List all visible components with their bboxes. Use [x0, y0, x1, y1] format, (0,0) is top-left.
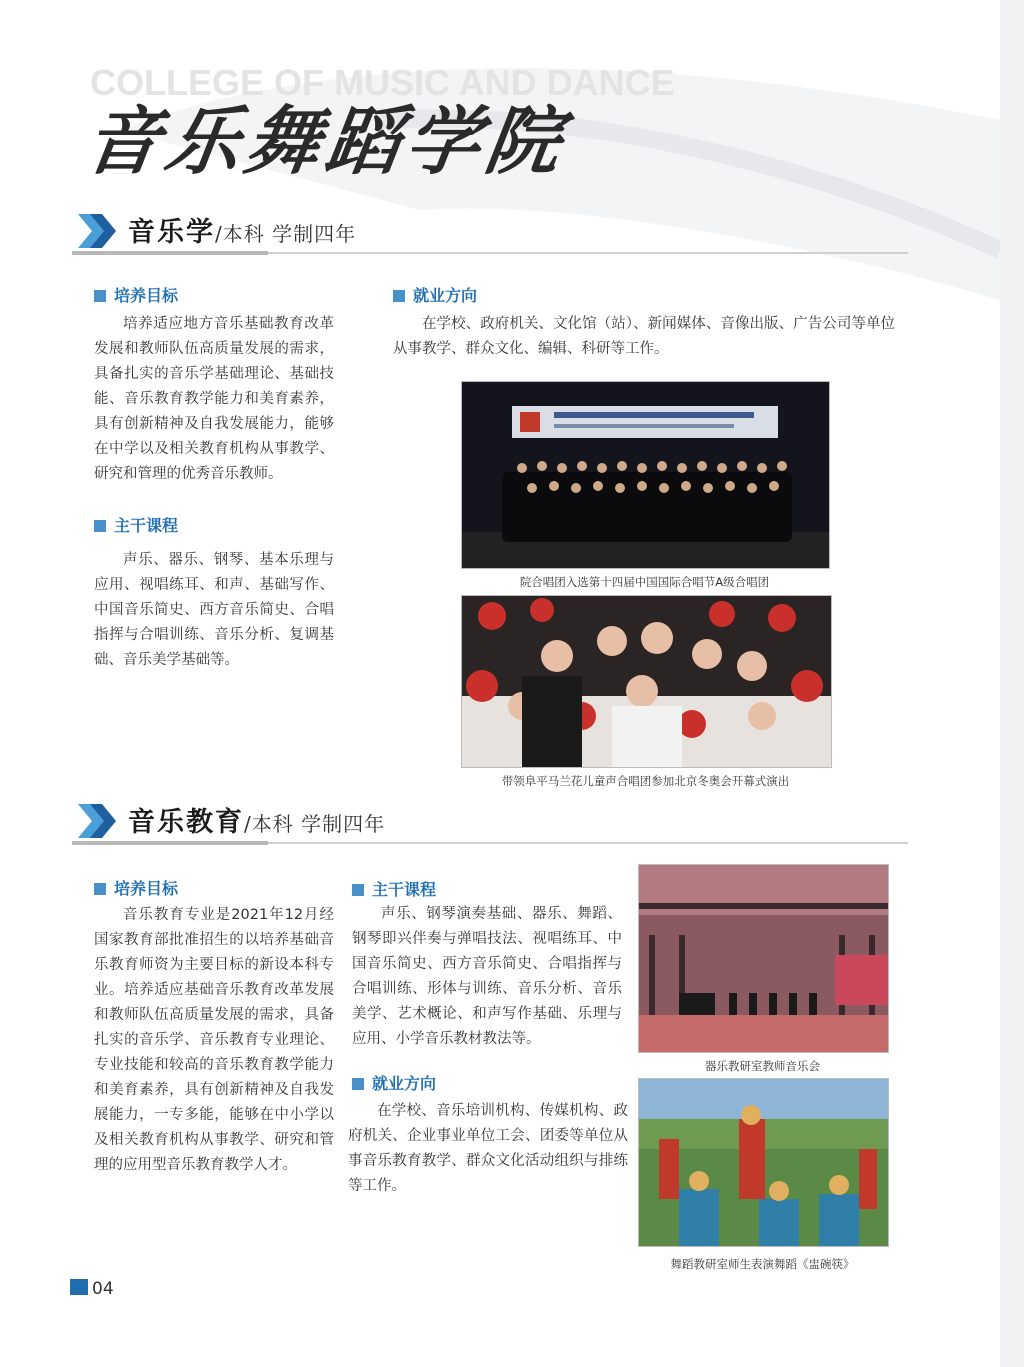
section-title: 音乐学 [128, 217, 215, 248]
concert-hall-photo [638, 864, 889, 1053]
career-text: 在学校、政府机关、文化馆（站）、新闻媒体、音像出版、广告公司等单位从事教学、群众文化、编辑、科研等工作。 [393, 316, 895, 357]
section-degree: /本科 学制四年 [215, 222, 357, 246]
subheading-courses: 主干课程 [352, 877, 436, 900]
chevron-icon [76, 802, 120, 840]
section-header-music-education [72, 798, 908, 846]
chevron-icon [76, 212, 120, 250]
courses-text: 声乐、钢琴演奏基础、器乐、舞蹈、钢琴即兴伴奏与弹唱技法、视唱练耳、中国音乐简史、西方音乐简史、合唱指挥与合唱训练、形体与训练、音乐分析、音乐美学、艺术概论、和声写作基础、乐理与应用、小学音乐教材教法等。 [352, 906, 622, 1047]
section-header-musicology [72, 208, 908, 256]
square-bullet-icon [94, 290, 106, 302]
dance-photo-caption: 舞蹈教研室师生表演舞蹈《盅碗筷》 [670, 1257, 855, 1271]
divider-accent [72, 841, 268, 845]
section-title: 音乐教育 [128, 807, 244, 838]
choir-stage-photo [461, 381, 830, 569]
children-choir-caption: 带领阜平马兰花儿童声合唱团参加北京冬奥会开幕式演出 [501, 774, 790, 788]
square-bullet-icon [352, 1078, 364, 1090]
section-degree: /本科 学制四年 [244, 812, 386, 836]
career-text: 在学校、音乐培训机构、传媒机构、政府机关、企业事业单位工会、团委等单位从事音乐教育教学、群众文化活动组织与排练等工作。 [348, 1103, 628, 1194]
subheading-goal: 培养目标 [94, 283, 178, 306]
choir-photo-caption: 院合唱团入选第十四届中国国际合唱节A级合唱团 [519, 575, 770, 589]
goal-text: 培养适应地方音乐基础教育改革发展和教师队伍高质量发展的需求，具备扎实的音乐学基础理论、基础技能、音乐教育教学能力和美育素养，具有创新精神及自我发展能力，能够在中学以及相关教育机构从事教学、研究和管理的优秀音乐教师。 [94, 316, 334, 482]
page-number-marker [70, 1279, 88, 1295]
subheading-career: 就业方向 [393, 283, 477, 306]
english-title: COLLEGE OF MUSIC AND DANCE [90, 62, 675, 103]
square-bullet-icon [352, 884, 364, 896]
page-number: 04 [70, 1279, 114, 1299]
square-bullet-icon [94, 883, 106, 895]
subheading-career: 就业方向 [352, 1071, 436, 1094]
calligraphy-title: 音乐舞蹈学院 [79, 99, 573, 185]
courses-text: 声乐、器乐、钢琴、基本乐理与应用、视唱练耳、和声、基础写作、中国音乐简史、西方音乐简史、合唱指挥与合唱训练、音乐分析、复调基础、音乐美学基础等。 [94, 552, 334, 668]
square-bullet-icon [393, 290, 405, 302]
concert-photo-caption: 器乐教研室教师音乐会 [705, 1059, 820, 1073]
divider-accent [72, 251, 268, 255]
subheading-goal: 培养目标 [94, 876, 178, 899]
goal-text: 音乐教育专业是2021年12月经国家教育部批准招生的以培养基础音乐教育师资为主要目标的新设本科专业。培养适应基础音乐教育改革发展和教师队伍高质量发展的需求，具备扎实的音乐学、音乐教育专业理论、专业技能和较高的音乐教育教学能力和美育素养，具有创新精神及自我发展能力，一专多能，能够在中小学以及相关教育机构从事教学、研究和管理的应用型音乐教育教学人才。 [94, 907, 334, 1173]
page-edge [1000, 0, 1024, 1367]
dance-performance-photo [638, 1078, 889, 1247]
subheading-courses: 主干课程 [94, 513, 178, 536]
children-choir-photo [461, 595, 832, 768]
square-bullet-icon [94, 520, 106, 532]
